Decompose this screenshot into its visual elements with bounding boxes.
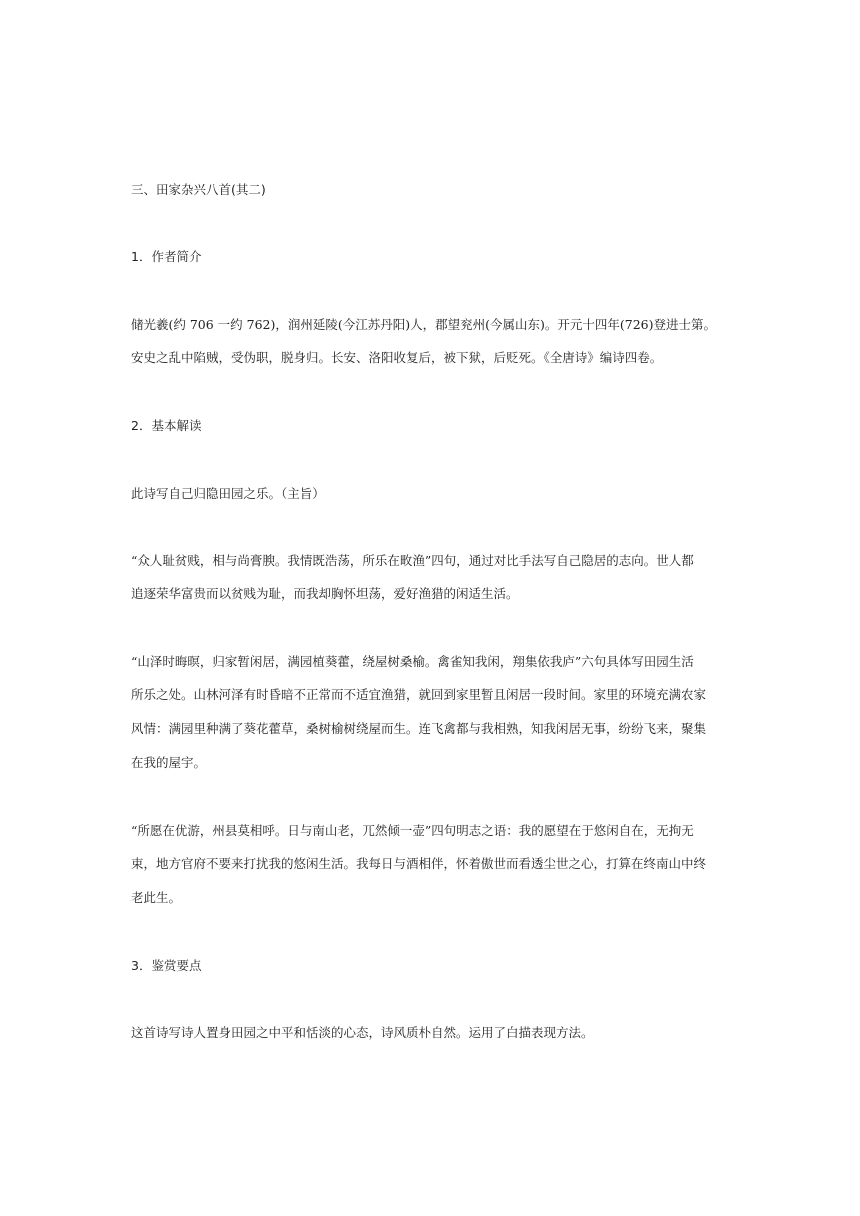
interpretation-para1-line-2: 追逐荣华富贵而以贫贱为耻，而我却胸怀坦荡，爱好渔猎的闲适生活。 [131, 586, 519, 601]
interpretation-para2-line-3: 风情：满园里种满了葵花藿草，桑树榆树绕屋而生。连飞禽都与我相熟，知我闲居无事，纷纷飞来，聚集 [131, 721, 707, 736]
interpretation-para2-line-1: “山泽时晦暝，归家暂闲居，满园植葵藿，绕屋树桑榆。禽雀知我闲，翔集依我庐”六句具体写田园生活 [131, 654, 694, 669]
interpretation-para3-line-2: 束，地方官府不要来打扰我的悠闲生活。我每日与酒相伴，怀着傲世而看透尘世之心，打算在终南山中终 [131, 856, 707, 871]
interpretation-para1-line-1: “众人耻贫贱，相与尚膏腴。我情既浩荡，所乐在畋渔”四句，通过对比手法写自己隐居的志向。世人都 [131, 553, 694, 568]
interpretation-para2-line-4: 在我的屋宇。 [131, 755, 207, 770]
interpretation-intro: 此诗写自己归隐田园之乐。（主旨） [131, 486, 325, 501]
appreciation-text: 这首诗写诗人置身田园之中平和恬淡的心态，诗风质朴自然。运用了白描表现方法。 [131, 1025, 594, 1040]
interpretation-para3-line-3: 老此生。 [131, 890, 182, 905]
author-intro-heading: 1．作者简介 [131, 249, 202, 264]
interpretation-para3-line-1: “所愿在优游，州县莫相呼。日与南山老，兀然倾一壶”四句明志之语：我的愿望在于悠闲自在，无拘无 [131, 823, 694, 838]
appreciation-heading: 3．鉴赏要点 [131, 958, 202, 973]
author-intro-line-1: 储光羲(约 706 一约 762)，润州延陵(今江苏丹阳)人，郡望兖州(今属山东)。开元十四年(726)登进士第。 [131, 317, 717, 332]
interpretation-para2-line-2: 所乐之处。山林河泽有时昏暗不正常而不适宜渔猎，就回到家里暂且闲居一段时间。家里的环境充满农家 [131, 687, 707, 702]
section-title: 三、田家杂兴八首(其二) [131, 182, 266, 197]
interpretation-heading: 2．基本解读 [131, 418, 202, 433]
author-intro-line-2: 安史之乱中陷贼，受伪职，脱身归。长安、洛阳收复后，被下狱，后贬死。《全唐诗》编诗四卷。 [131, 350, 663, 365]
